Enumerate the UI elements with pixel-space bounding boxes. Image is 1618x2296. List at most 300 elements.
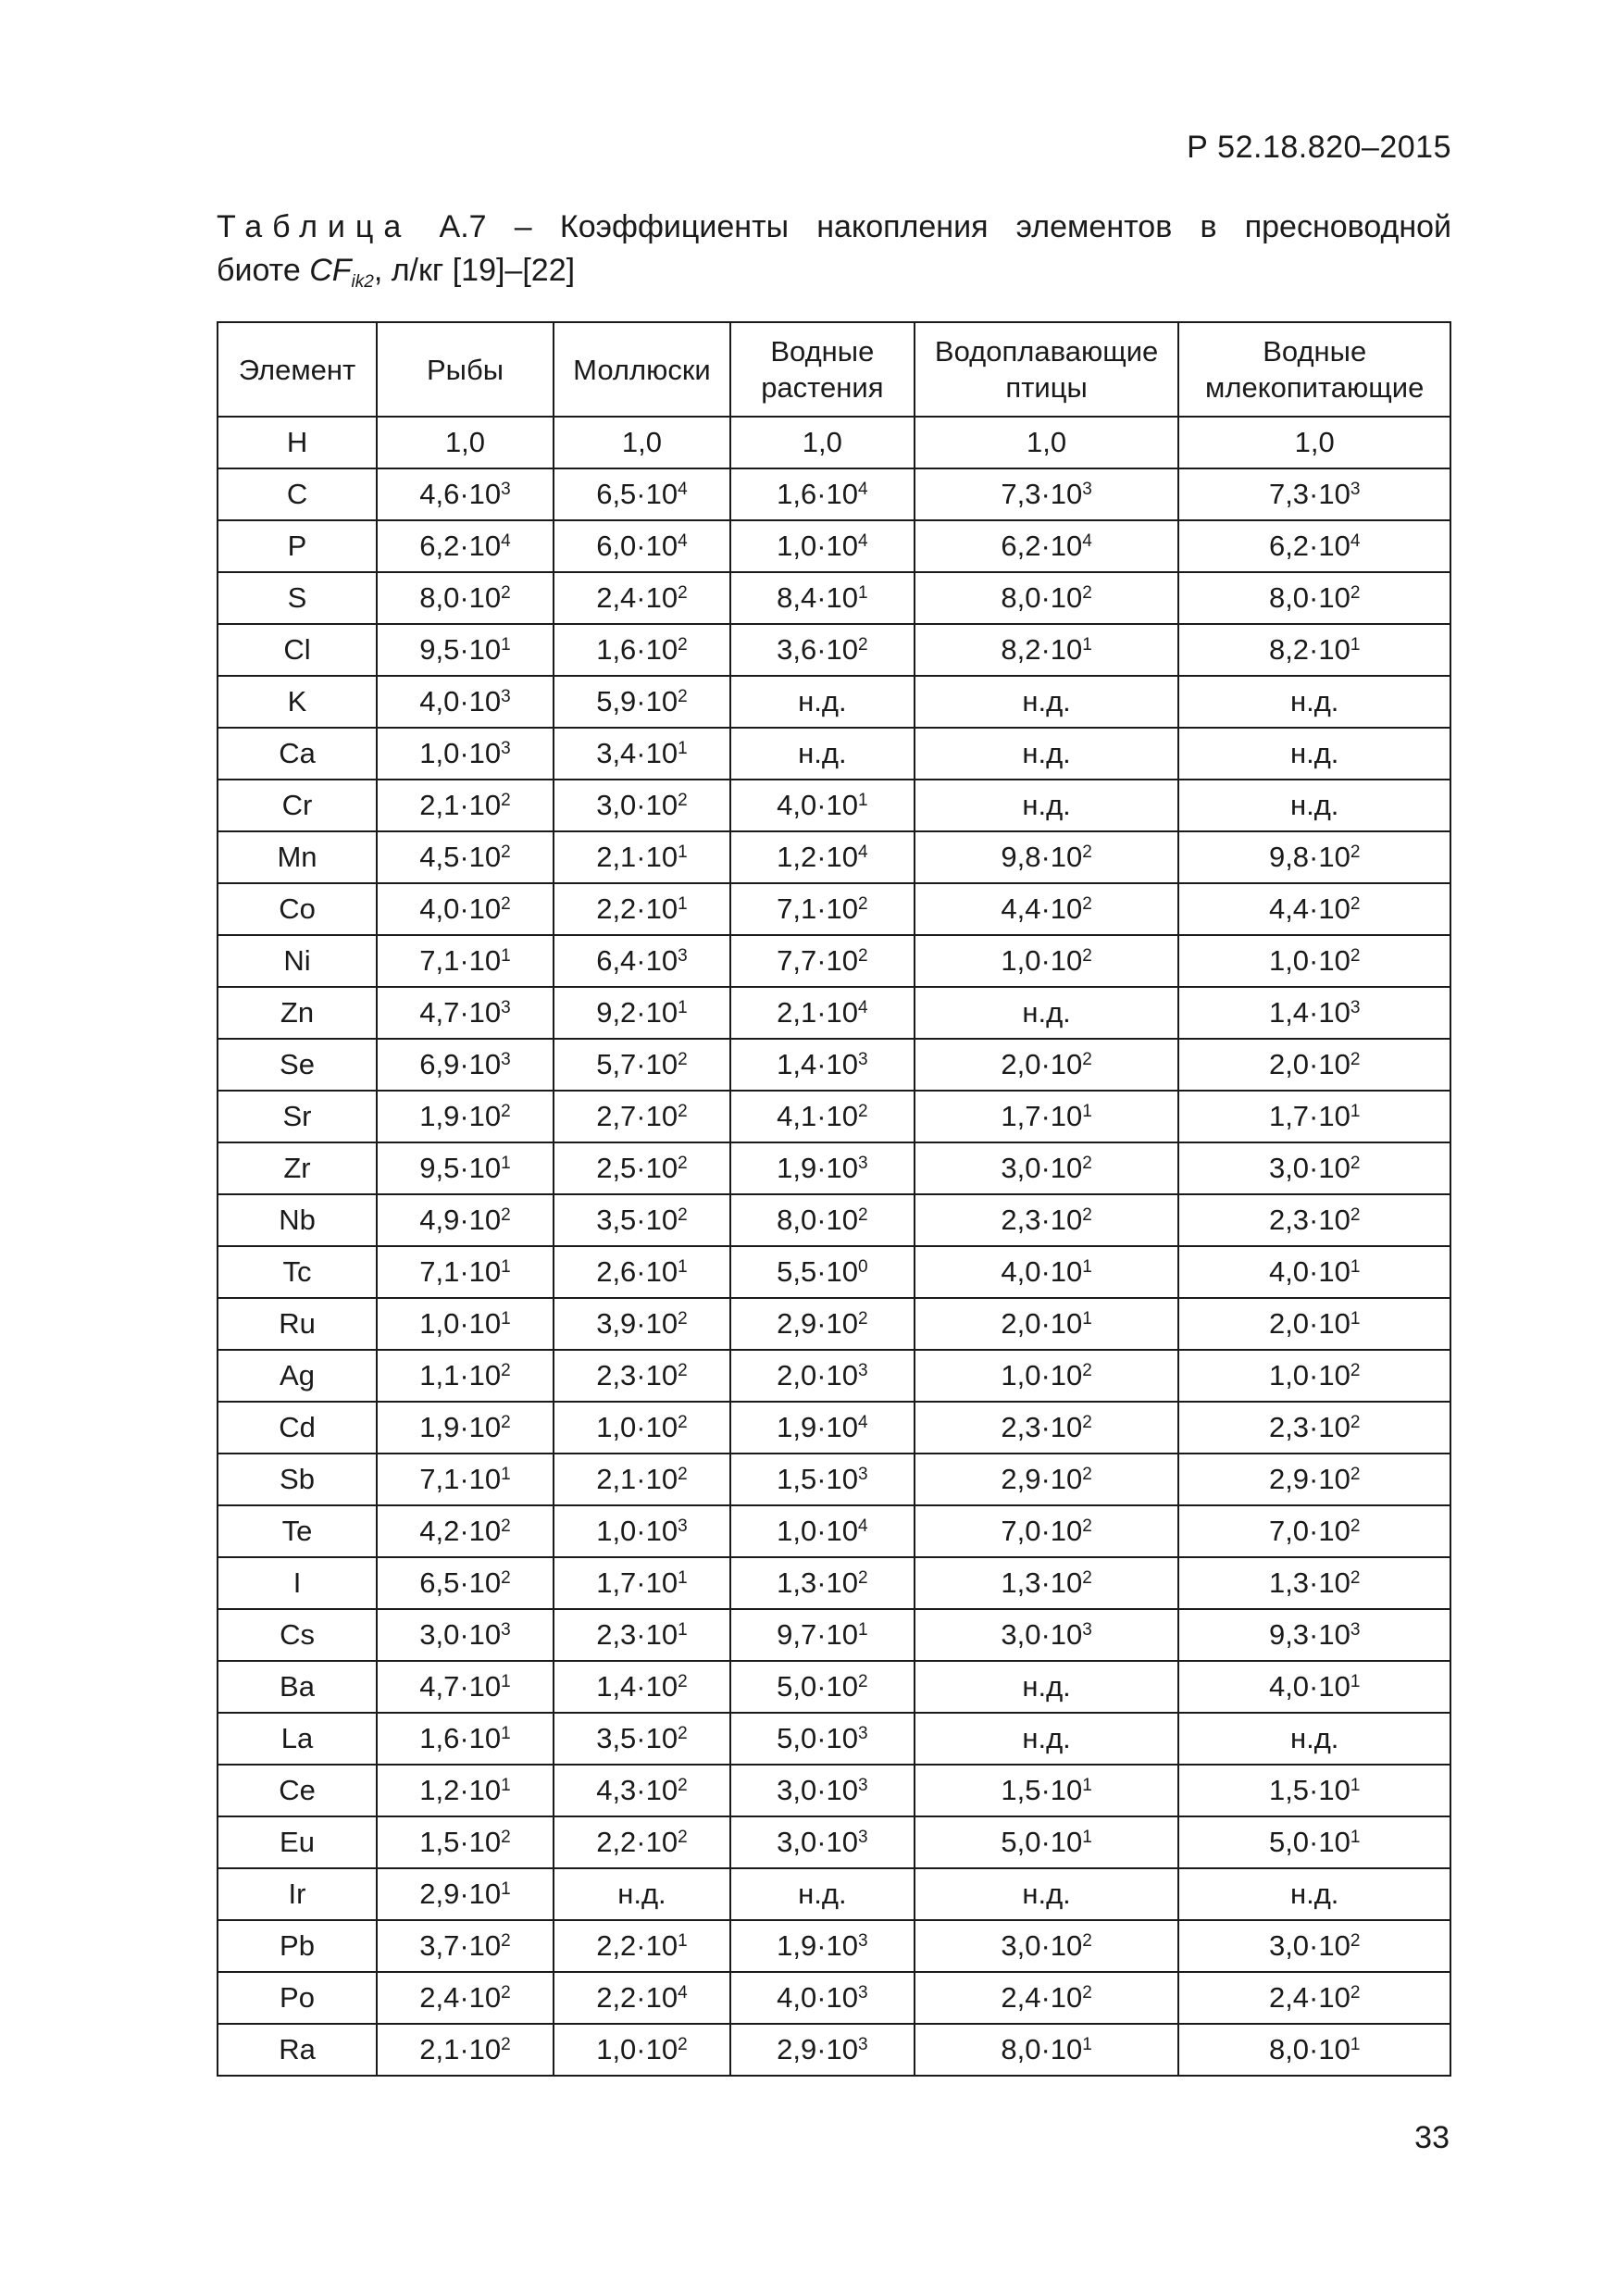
value-exponent: 2: [501, 2035, 511, 2054]
value-mantissa: 1,0·10: [596, 1515, 678, 1547]
value-cell: [377, 780, 554, 831]
table-row: [218, 1194, 1450, 1246]
value-mantissa: 1,2·10: [419, 1774, 502, 1806]
value-mantissa: 7,1·10: [419, 944, 502, 977]
value-mantissa: 9,8·10: [1268, 841, 1350, 873]
value-exponent: 2: [858, 1672, 868, 1691]
value-exponent: 2: [1350, 1205, 1361, 1225]
value-exponent: 2: [1082, 1413, 1092, 1432]
value-exponent: 2: [501, 894, 511, 914]
value-cell: [915, 1298, 1179, 1350]
value-mantissa: 4,9·10: [419, 1204, 502, 1236]
value-mantissa: 2,4·10: [596, 581, 678, 614]
value-exponent: 2: [1350, 583, 1361, 603]
value-cell: [554, 1246, 730, 1298]
value-mantissa: 2,6·10: [596, 1255, 678, 1288]
value-exponent: 2: [501, 1983, 511, 2003]
value-mantissa: 3,0·10: [596, 789, 678, 821]
table-row: [218, 1661, 1450, 1713]
value-cell: н.д.: [915, 1868, 1179, 1920]
value-exponent: 2: [678, 1050, 688, 1069]
value-exponent: 1: [1350, 2035, 1361, 2054]
value-mantissa: 8,0·10: [1268, 581, 1350, 614]
value-cell: [1178, 1298, 1450, 1350]
value-exponent: 1: [501, 635, 511, 655]
value-exponent: 3: [501, 739, 511, 758]
value-exponent: 2: [1082, 894, 1092, 914]
value-cell: [730, 1142, 915, 1194]
value-cell: [377, 468, 554, 520]
value-mantissa: 5,0·10: [1268, 1826, 1350, 1858]
element-cell: Eu: [218, 1816, 377, 1868]
value-cell: н.д.: [730, 676, 915, 728]
value-cell: [554, 935, 730, 987]
value-cell: [730, 1713, 915, 1765]
value-mantissa: 4,7·10: [419, 996, 502, 1029]
value-mantissa: 3,0·10: [1001, 1152, 1083, 1184]
value-mantissa: 2,1·10: [419, 2033, 502, 2065]
value-exponent: 2: [1350, 946, 1361, 966]
value-mantissa: 1,0·10: [777, 530, 858, 562]
value-mantissa: 2,9·10: [419, 1878, 502, 1910]
value-cell: [377, 1505, 554, 1557]
value-exponent: 2: [1350, 894, 1361, 914]
table-row: [218, 1765, 1450, 1816]
table-row: [218, 1454, 1450, 1505]
table-body: [218, 417, 1450, 2076]
value-exponent: 3: [1082, 480, 1092, 499]
value-mantissa: 3,0·10: [1268, 1929, 1350, 1962]
value-mantissa: 2,9·10: [1268, 1463, 1350, 1495]
value-mantissa: 1,9·10: [777, 1411, 858, 1443]
value-cell: [730, 520, 915, 572]
element-cell: Ba: [218, 1661, 377, 1713]
value-cell: [1178, 1039, 1450, 1091]
caption-suffix: , л/кг [19]–[22]: [373, 253, 576, 288]
value-exponent: 4: [1082, 531, 1092, 551]
value-mantissa: 2,5·10: [596, 1152, 678, 1184]
value-exponent: 2: [678, 1776, 688, 1795]
value-cell: [730, 1091, 915, 1142]
value-cell: [377, 1713, 554, 1765]
value-cell: [1178, 1142, 1450, 1194]
caption-line-1: [217, 206, 1451, 249]
caption-line-2: [217, 253, 576, 292]
value-exponent: 1: [678, 842, 688, 862]
value-cell: [730, 1246, 915, 1298]
value-exponent: 2: [501, 583, 511, 603]
value-mantissa: 5,7·10: [596, 1048, 678, 1080]
element-cell: I: [218, 1557, 377, 1609]
table-row: [218, 1350, 1450, 1402]
value-mantissa: 9,5·10: [419, 1152, 502, 1184]
value-exponent: 2: [501, 1828, 511, 1847]
value-exponent: 2: [1082, 1931, 1092, 1951]
value-cell: н.д.: [1178, 676, 1450, 728]
value-exponent: 2: [858, 946, 868, 966]
value-cell: [1178, 883, 1450, 935]
value-mantissa: 1,9·10: [777, 1929, 858, 1962]
value-exponent: 2: [858, 1309, 868, 1329]
value-cell: н.д.: [915, 1661, 1179, 1713]
value-exponent: 4: [858, 531, 868, 551]
value-mantissa: 1,0·10: [596, 1411, 678, 1443]
value-mantissa: 5,5·10: [777, 1255, 858, 1288]
value-exponent: 2: [858, 894, 868, 914]
value-cell: [730, 1557, 915, 1609]
value-exponent: 2: [678, 1828, 688, 1847]
value-exponent: 1: [1350, 1102, 1361, 1121]
value-cell: [554, 468, 730, 520]
value-mantissa: 3,9·10: [596, 1307, 678, 1340]
value-mantissa: 1,0·10: [419, 737, 502, 769]
value-exponent: 3: [501, 1620, 511, 1640]
value-mantissa: 5,0·10: [777, 1722, 858, 1754]
value-exponent: 3: [858, 1050, 868, 1069]
caption-number: А.7: [439, 209, 487, 244]
value-exponent: 2: [1082, 946, 1092, 966]
value-cell: [730, 624, 915, 676]
value-mantissa: 7,7·10: [777, 944, 858, 977]
value-exponent: 4: [1350, 531, 1361, 551]
value-mantissa: 5,0·10: [777, 1670, 858, 1703]
value-cell: [915, 831, 1179, 883]
value-cell: [915, 935, 1179, 987]
value-mantissa: 2,3·10: [1268, 1204, 1350, 1236]
value-exponent: 1: [1350, 1828, 1361, 1847]
value-cell: [1178, 624, 1450, 676]
value-mantissa: 2,2·10: [596, 1826, 678, 1858]
value-mantissa: 8,0·10: [419, 581, 502, 614]
value-exponent: 3: [858, 1724, 868, 1743]
value-mantissa: 2,2·10: [596, 892, 678, 925]
value-cell: [915, 1816, 1179, 1868]
value-cell: [554, 1661, 730, 1713]
value-cell: н.д.: [915, 1713, 1179, 1765]
value-exponent: 2: [501, 842, 511, 862]
value-cell: [730, 1816, 915, 1868]
value-exponent: 2: [1082, 1983, 1092, 2003]
value-exponent: 4: [858, 1516, 868, 1536]
value-mantissa: 7,3·10: [1001, 478, 1083, 510]
value-cell: [377, 1091, 554, 1142]
value-cell: н.д.: [730, 728, 915, 780]
value-cell: [1178, 1505, 1450, 1557]
value-cell: [377, 1246, 554, 1298]
value-mantissa: 4,0·10: [1001, 1255, 1083, 1288]
table-row: [218, 1091, 1450, 1142]
value-mantissa: 2,1·10: [419, 789, 502, 821]
value-cell: [1178, 1091, 1450, 1142]
table-row: [218, 1505, 1450, 1557]
value-cell: [554, 624, 730, 676]
value-cell: [915, 624, 1179, 676]
value-cell: [730, 883, 915, 935]
value-exponent: 2: [858, 635, 868, 655]
element-cell: Sb: [218, 1454, 377, 1505]
value-mantissa: 2,0·10: [1001, 1307, 1083, 1340]
value-mantissa: 1,7·10: [596, 1566, 678, 1599]
table-row: [218, 883, 1450, 935]
value-exponent: 1: [501, 1257, 511, 1277]
element-cell: Ce: [218, 1765, 377, 1816]
value-cell: [377, 624, 554, 676]
value-exponent: 1: [1350, 1309, 1361, 1329]
value-cell: [915, 1039, 1179, 1091]
value-cell: [915, 1142, 1179, 1194]
value-mantissa: 6,5·10: [419, 1566, 502, 1599]
value-mantissa: 2,0·10: [1268, 1048, 1350, 1080]
value-exponent: 1: [858, 791, 868, 810]
value-exponent: 1: [678, 1568, 688, 1588]
element-cell: P: [218, 520, 377, 572]
value-exponent: 4: [858, 842, 868, 862]
value-cell: [730, 1765, 915, 1816]
value-cell: [377, 1039, 554, 1091]
caption-label: Таблица: [217, 209, 412, 244]
value-exponent: 4: [678, 1983, 688, 2003]
value-mantissa: 1,4·10: [596, 1670, 678, 1703]
value-cell: [1178, 1194, 1450, 1246]
table-row: [218, 831, 1450, 883]
document-code: Р 52.18.820–2015: [1187, 130, 1451, 165]
element-cell: Tc: [218, 1246, 377, 1298]
value-cell: [554, 2024, 730, 2076]
table-row: [218, 780, 1450, 831]
value-exponent: 3: [1350, 998, 1361, 1017]
value-mantissa: 2,4·10: [1001, 1981, 1083, 2014]
element-cell: Nb: [218, 1194, 377, 1246]
value-exponent: 2: [1082, 1154, 1092, 1173]
value-cell: [377, 2024, 554, 2076]
value-exponent: 2: [1082, 1465, 1092, 1484]
value-cell: [915, 1194, 1179, 1246]
value-cell: н.д.: [730, 1868, 915, 1920]
value-exponent: 3: [1350, 480, 1361, 499]
value-exponent: 1: [501, 1309, 511, 1329]
value-cell: [377, 1557, 554, 1609]
value-cell: [915, 1765, 1179, 1816]
value-exponent: 2: [501, 1413, 511, 1432]
value-mantissa: 4,6·10: [419, 478, 502, 510]
value-exponent: 2: [1082, 1361, 1092, 1380]
value-cell: [554, 1402, 730, 1454]
value-cell: н.д.: [1178, 728, 1450, 780]
value-exponent: 2: [1350, 1050, 1361, 1069]
value-mantissa: 6,2·10: [1001, 530, 1083, 562]
value-cell: [377, 831, 554, 883]
value-exponent: 3: [858, 1154, 868, 1173]
value-exponent: 2: [1082, 1205, 1092, 1225]
value-mantissa: 6,2·10: [1268, 530, 1350, 562]
element-cell: La: [218, 1713, 377, 1765]
value-exponent: 2: [678, 583, 688, 603]
table-row: [218, 728, 1450, 780]
value-mantissa: 2,3·10: [1268, 1411, 1350, 1443]
table-row: [218, 935, 1450, 987]
element-cell: Zr: [218, 1142, 377, 1194]
value-mantissa: 4,3·10: [596, 1774, 678, 1806]
value-cell: [554, 676, 730, 728]
value-exponent: 3: [858, 1983, 868, 2003]
value-mantissa: 9,2·10: [596, 996, 678, 1029]
value-cell: [377, 1920, 554, 1972]
value-cell: [915, 520, 1179, 572]
value-mantissa: 8,0·10: [1001, 581, 1083, 614]
value-mantissa: 8,2·10: [1001, 633, 1083, 666]
value-mantissa: 8,4·10: [777, 581, 858, 614]
value-cell: [554, 1765, 730, 1816]
value-mantissa: 1,3·10: [1268, 1566, 1350, 1599]
value-cell: н.д.: [1178, 1713, 1450, 1765]
value-exponent: 3: [858, 1776, 868, 1795]
value-exponent: 2: [501, 1931, 511, 1951]
table-row: [218, 1920, 1450, 1972]
value-mantissa: 2,3·10: [1001, 1411, 1083, 1443]
value-exponent: 1: [501, 946, 511, 966]
value-exponent: 2: [1350, 1516, 1361, 1536]
value-exponent: 3: [1350, 1620, 1361, 1640]
value-exponent: 3: [501, 687, 511, 706]
value-exponent: 1: [858, 1620, 868, 1640]
value-exponent: 4: [678, 531, 688, 551]
value-exponent: 3: [501, 480, 511, 499]
accumulation-coefficients-table: [217, 321, 1451, 2077]
element-cell: Ag: [218, 1350, 377, 1402]
value-cell: [915, 1557, 1179, 1609]
table-row: [218, 417, 1450, 468]
value-mantissa: 2,9·10: [1001, 1463, 1083, 1495]
value-exponent: 3: [858, 1828, 868, 1847]
value-exponent: 1: [678, 894, 688, 914]
value-cell: [554, 1609, 730, 1661]
value-exponent: 2: [678, 635, 688, 655]
value-cell: [730, 1609, 915, 1661]
value-mantissa: 4,5·10: [419, 841, 502, 873]
value-mantissa: 1,3·10: [1001, 1566, 1083, 1599]
value-exponent: 3: [858, 2035, 868, 2054]
element-cell: Ca: [218, 728, 377, 780]
value-exponent: 4: [858, 998, 868, 1017]
value-cell: [915, 1246, 1179, 1298]
table-caption: [217, 206, 1451, 304]
value-exponent: 2: [678, 1102, 688, 1121]
value-cell: [554, 572, 730, 624]
value-cell: [730, 1920, 915, 1972]
value-cell: [915, 883, 1179, 935]
value-mantissa: 1,6·10: [419, 1722, 502, 1754]
value-cell: [554, 728, 730, 780]
value-exponent: 1: [501, 1154, 511, 1173]
value-cell: [377, 987, 554, 1039]
value-cell: [377, 1609, 554, 1661]
value-mantissa: 1,0·10: [596, 2033, 678, 2065]
element-cell: Cs: [218, 1609, 377, 1661]
value-exponent: 2: [1350, 1931, 1361, 1951]
value-cell: [554, 1142, 730, 1194]
value-mantissa: 4,7·10: [419, 1670, 502, 1703]
value-cell: [554, 1920, 730, 1972]
value-mantissa: 1,5·10: [777, 1463, 858, 1495]
value-mantissa: 1,7·10: [1268, 1100, 1350, 1132]
value-exponent: 3: [678, 1516, 688, 1536]
table-header-row: [218, 322, 1450, 417]
value-exponent: 2: [501, 1568, 511, 1588]
element-cell: Po: [218, 1972, 377, 2024]
value-exponent: 3: [858, 1361, 868, 1380]
value-mantissa: 1,4·10: [777, 1048, 858, 1080]
value-mantissa: 7,1·10: [419, 1255, 502, 1288]
table-row: [218, 1142, 1450, 1194]
value-cell: н.д.: [915, 780, 1179, 831]
value-mantissa: 1,9·10: [419, 1100, 502, 1132]
value-mantissa: 4,1·10: [777, 1100, 858, 1132]
element-cell: K: [218, 676, 377, 728]
value-mantissa: 4,0·10: [777, 789, 858, 821]
value-mantissa: 1,0·10: [1001, 1359, 1083, 1391]
value-cell: 1,0: [1178, 417, 1450, 468]
value-exponent: 2: [678, 1724, 688, 1743]
value-exponent: 3: [1082, 1620, 1092, 1640]
value-cell: [554, 1505, 730, 1557]
value-exponent: 2: [1082, 1568, 1092, 1588]
value-exponent: 1: [1350, 635, 1361, 655]
value-cell: [377, 1194, 554, 1246]
value-exponent: 3: [858, 1931, 868, 1951]
value-mantissa: 3,6·10: [777, 633, 858, 666]
value-cell: [1178, 1350, 1450, 1402]
value-cell: [915, 1920, 1179, 1972]
column-header: Водоплавающие птицы: [915, 322, 1179, 417]
value-exponent: 2: [501, 1361, 511, 1380]
element-cell: Co: [218, 883, 377, 935]
value-mantissa: 3,0·10: [1001, 1618, 1083, 1651]
value-mantissa: 7,0·10: [1268, 1515, 1350, 1547]
value-cell: [554, 1091, 730, 1142]
element-cell: Cd: [218, 1402, 377, 1454]
value-exponent: 2: [1350, 1465, 1361, 1484]
value-cell: [730, 831, 915, 883]
value-exponent: 2: [678, 1205, 688, 1225]
value-mantissa: 1,0·10: [419, 1307, 502, 1340]
value-mantissa: 4,0·10: [1268, 1255, 1350, 1288]
value-cell: н.д.: [915, 676, 1179, 728]
value-mantissa: 5,9·10: [596, 685, 678, 718]
caption-symbol: CF: [309, 253, 352, 288]
value-cell: [1178, 1246, 1450, 1298]
value-exponent: 4: [501, 531, 511, 551]
table-row: [218, 572, 1450, 624]
value-cell: [730, 1350, 915, 1402]
value-mantissa: 1,4·10: [1268, 996, 1350, 1029]
value-exponent: 2: [1082, 1516, 1092, 1536]
value-mantissa: 2,1·10: [596, 841, 678, 873]
value-mantissa: 3,0·10: [419, 1618, 502, 1651]
value-exponent: 2: [1350, 842, 1361, 862]
value-mantissa: 2,9·10: [777, 1307, 858, 1340]
value-cell: [1178, 1972, 1450, 2024]
value-cell: [730, 1039, 915, 1091]
value-cell: н.д.: [1178, 1868, 1450, 1920]
value-mantissa: 4,4·10: [1001, 892, 1083, 925]
value-mantissa: 7,0·10: [1001, 1515, 1083, 1547]
value-exponent: 2: [501, 1205, 511, 1225]
value-cell: [730, 1454, 915, 1505]
value-cell: [1178, 520, 1450, 572]
value-exponent: 2: [1082, 1050, 1092, 1069]
value-mantissa: 1,0·10: [1001, 944, 1083, 977]
element-cell: Ir: [218, 1868, 377, 1920]
